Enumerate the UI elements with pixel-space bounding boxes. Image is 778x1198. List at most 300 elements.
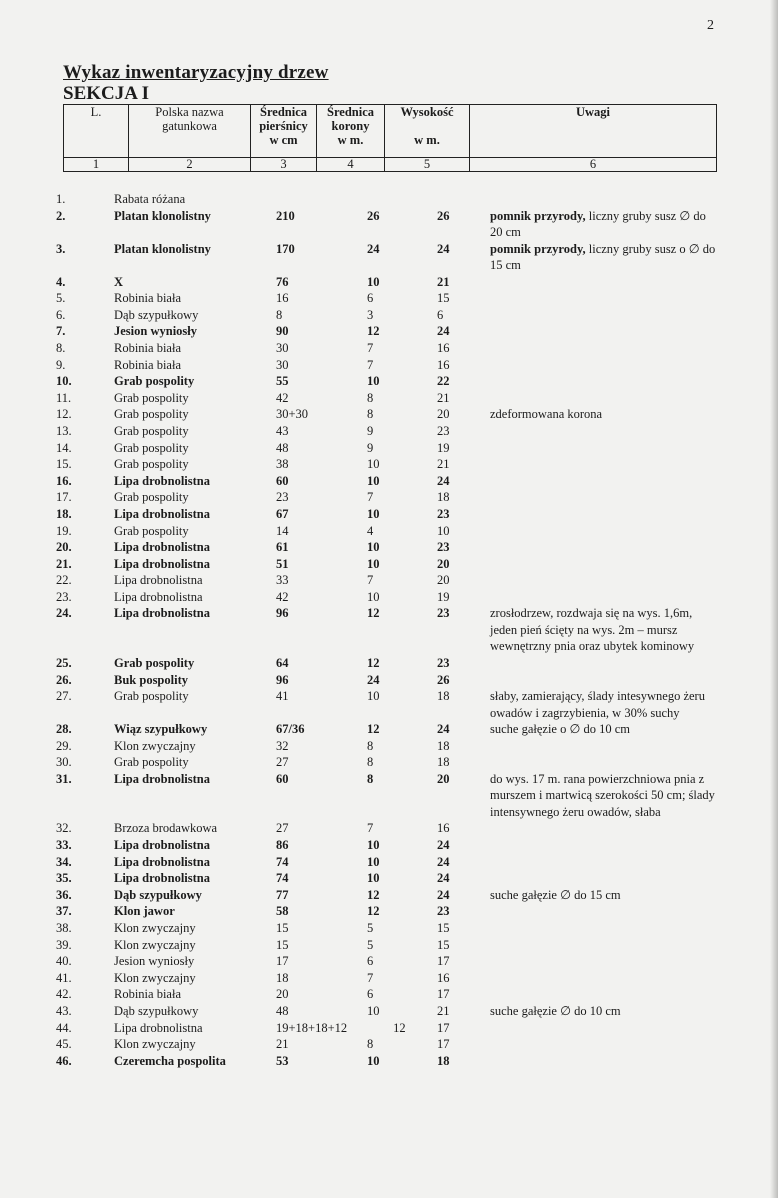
remarks — [490, 274, 720, 291]
tree-number: 25. — [56, 655, 72, 670]
tree-number: 4. — [56, 274, 66, 289]
species-name: Jesion wyniosły — [114, 324, 198, 339]
remarks-bold: pomnik przyrody, — [490, 241, 586, 256]
trunk-diameter — [276, 837, 353, 854]
crown-diameter: 8 — [367, 1037, 374, 1052]
species-name: Lipa drobnolistna — [114, 1020, 203, 1035]
crown-diameter: 24 — [367, 241, 380, 256]
crown-diameter: 9 — [367, 423, 374, 438]
tree-height: 24 — [437, 838, 450, 853]
species-name: Grab pospolity — [114, 407, 189, 422]
tree-height: 18 — [437, 1053, 450, 1068]
species-name: Grab pospolity — [114, 523, 189, 538]
table-row — [56, 688, 720, 721]
trunk-diameter-value: 76 — [276, 274, 289, 289]
crown-diameter: 7 — [367, 490, 374, 505]
tree-number: 28. — [56, 722, 72, 737]
table-row — [56, 440, 720, 457]
crown-diameter: 10 — [367, 871, 380, 886]
header-cell-notes: Uwagi — [470, 105, 717, 158]
table-row — [56, 191, 720, 208]
trunk-diameter — [276, 688, 353, 721]
tree-height: 15 — [437, 921, 450, 935]
crown-diameter: 4 — [367, 523, 374, 538]
crown-diameter-value-offset: 12 — [393, 1020, 406, 1035]
trunk-diameter — [276, 423, 353, 440]
table-row — [56, 1036, 720, 1053]
tree-height — [428, 191, 490, 208]
tree-number: 44. — [56, 1020, 72, 1035]
trunk-diameter-value: 74 — [276, 871, 289, 886]
header-row — [64, 105, 717, 158]
species-name: Klon zwyczajny — [114, 921, 196, 935]
table-row — [56, 986, 720, 1003]
tree-height: 23 — [437, 606, 450, 621]
tree-height: 24 — [437, 473, 450, 488]
tree-height: 15 — [437, 937, 450, 952]
species-name: Dąb szypułkowy — [114, 307, 199, 322]
remarks — [490, 473, 720, 490]
table-row — [56, 506, 720, 523]
table-row — [56, 572, 720, 589]
tree-height: 21 — [437, 457, 450, 472]
tree-number: 3. — [56, 241, 66, 256]
tree-number: 42. — [56, 987, 72, 1002]
tree-number: 12. — [56, 407, 72, 422]
tree-number: 19. — [56, 523, 72, 538]
tree-height: 23 — [437, 904, 450, 919]
trunk-diameter-value: 58 — [276, 904, 289, 919]
species-name: Lipa drobnolistna — [114, 556, 210, 571]
trunk-diameter — [276, 1003, 353, 1020]
trunk-diameter-value: 20 — [276, 987, 289, 1002]
tree-number: 26. — [56, 672, 72, 687]
table-row — [56, 274, 720, 291]
tree-height: 24 — [437, 854, 450, 869]
remarks — [490, 771, 720, 821]
remarks — [490, 390, 720, 407]
tree-height: 24 — [437, 871, 450, 886]
table-row — [56, 556, 720, 573]
crown-diameter: 10 — [367, 457, 380, 472]
remarks — [490, 820, 720, 837]
crown-diameter: 10 — [367, 274, 380, 289]
crown-diameter: 10 — [367, 1053, 380, 1068]
remarks — [490, 837, 720, 854]
tree-number: 30. — [56, 755, 72, 770]
crown-diameter: 10 — [367, 556, 380, 571]
table-row — [56, 357, 720, 374]
table-row — [56, 290, 720, 307]
tree-number: 18. — [56, 506, 72, 521]
species-name: Lipa drobnolistna — [114, 506, 210, 521]
header-number: 5 — [385, 158, 470, 172]
trunk-diameter — [276, 970, 353, 987]
remarks-text: liczny gruby susz ∅ do 20 cm — [490, 208, 706, 240]
trunk-diameter — [276, 937, 353, 954]
crown-diameter: 10 — [367, 838, 380, 853]
species-name: Lipa drobnolistna — [114, 573, 203, 588]
tree-number: 38. — [56, 921, 72, 935]
table-row — [56, 208, 720, 241]
tree-height: 15 — [437, 291, 450, 306]
header-number: 3 — [251, 158, 317, 172]
species-name: Lipa drobnolistna — [114, 473, 210, 488]
table-row — [56, 903, 720, 920]
trunk-diameter — [276, 887, 353, 904]
species-name: Robinia biała — [114, 340, 181, 355]
crown-diameter: 8 — [367, 755, 374, 770]
remarks — [490, 738, 720, 755]
tree-number: 31. — [56, 771, 72, 786]
trunk-diameter — [276, 1036, 353, 1053]
tree-number: 33. — [56, 838, 72, 853]
species-name: Dąb szypułkowy — [114, 887, 202, 902]
page-edge-shadow — [770, 0, 778, 1198]
species-name: Grab pospolity — [114, 689, 189, 704]
species-name: Lipa drobnolistna — [114, 854, 210, 869]
tree-height: 26 — [437, 208, 450, 223]
trunk-diameter — [276, 489, 353, 506]
species-name: Wiąz szypułkowy — [114, 722, 208, 737]
crown-diameter: 8 — [367, 407, 374, 422]
table-row — [56, 738, 720, 755]
tree-number: 6. — [56, 307, 66, 322]
trunk-diameter — [276, 506, 353, 523]
trunk-diameter-value: 96 — [276, 606, 289, 621]
remarks — [490, 456, 720, 473]
table-row — [56, 1053, 720, 1070]
tree-number: 15. — [56, 457, 72, 472]
table-row — [56, 307, 720, 324]
trunk-diameter-value: 55 — [276, 374, 289, 389]
tree-number: 35. — [56, 871, 72, 886]
trunk-diameter — [276, 605, 353, 655]
tree-number: 16. — [56, 473, 72, 488]
trunk-diameter — [276, 721, 353, 738]
crown-diameter: 10 — [367, 473, 380, 488]
species-name: Grab pospolity — [114, 423, 189, 438]
crown-diameter: 8 — [367, 390, 374, 405]
tree-number: 22. — [56, 573, 72, 588]
trunk-diameter-value: 48 — [276, 1003, 289, 1018]
remarks — [490, 406, 720, 423]
tree-number: 1. — [56, 192, 66, 206]
remarks — [490, 290, 720, 307]
trunk-diameter-value: 17 — [276, 954, 289, 969]
remarks — [490, 208, 720, 241]
tree-height: 21 — [437, 390, 450, 405]
species-name: Lipa drobnolistna — [114, 606, 210, 621]
remarks — [490, 953, 720, 970]
trunk-diameter — [276, 953, 353, 970]
trunk-diameter — [276, 390, 353, 407]
tree-height: 20 — [437, 407, 450, 422]
tree-height: 16 — [437, 357, 450, 372]
remarks — [490, 920, 720, 937]
tree-height: 23 — [437, 506, 450, 521]
trunk-diameter-value: 51 — [276, 556, 289, 571]
species-name: Grab pospolity — [114, 390, 189, 405]
document-title: Wykaz inwentaryzacyjny drzew — [63, 62, 329, 83]
table-row — [56, 473, 720, 490]
remarks — [490, 489, 720, 506]
tree-height: 16 — [437, 970, 450, 985]
crown-diameter: 8 — [367, 738, 374, 753]
trunk-diameter-value: 19+18+18+12 — [276, 1020, 348, 1035]
tree-number: 23. — [56, 589, 72, 604]
trunk-diameter — [276, 920, 353, 937]
crown-diameter: 7 — [367, 821, 374, 836]
tree-height: 18 — [437, 490, 450, 505]
species-name: Lipa drobnolistna — [114, 771, 210, 786]
crown-diameter: 7 — [367, 357, 374, 372]
tree-number: 45. — [56, 1037, 72, 1052]
species-name: Dąb szypułkowy — [114, 1003, 199, 1018]
species-name: Klon zwyczajny — [114, 1037, 196, 1052]
tree-number: 20. — [56, 540, 72, 555]
remarks — [490, 523, 720, 540]
trunk-diameter-value: 30 — [276, 340, 289, 355]
tree-height: 24 — [437, 241, 450, 256]
species-name: Klon zwyczajny — [114, 970, 196, 985]
tree-height: 23 — [437, 655, 450, 670]
tree-number: 14. — [56, 440, 72, 455]
species-name: Klon zwyczajny — [114, 937, 196, 952]
remarks — [490, 572, 720, 589]
crown-diameter: 24 — [367, 672, 380, 687]
table-row — [56, 854, 720, 871]
trunk-diameter — [276, 1020, 428, 1037]
tree-height: 24 — [437, 324, 450, 339]
header-cell-height: Wysokość w m. — [385, 105, 470, 158]
tree-inventory-table — [56, 191, 720, 1069]
header-number-row — [64, 158, 717, 172]
trunk-diameter — [276, 406, 353, 423]
tree-number: 36. — [56, 887, 72, 902]
trunk-diameter — [276, 1053, 353, 1070]
crown-diameter: 6 — [367, 291, 374, 306]
tree-number: 29. — [56, 738, 72, 753]
remarks — [490, 688, 720, 721]
tree-height: 23 — [437, 423, 450, 438]
table-row — [56, 937, 720, 954]
species-name: Jesion wyniosły — [114, 954, 195, 969]
remarks-text: słaby, zamierający, ślady intesywnego żeru owadów i zagrzybienia, w 30% suchy — [490, 689, 705, 720]
trunk-diameter-value: 15 — [276, 921, 289, 935]
table-row — [56, 539, 720, 556]
remarks — [490, 937, 720, 954]
crown-diameter: 12 — [367, 722, 380, 737]
tree-height: 23 — [437, 540, 450, 555]
crown-diameter: 3 — [367, 307, 374, 322]
crown-diameter: 12 — [367, 606, 380, 621]
tree-inventory-rows — [56, 191, 720, 1069]
trunk-diameter-value: 32 — [276, 738, 289, 753]
trunk-diameter-value: 42 — [276, 390, 289, 405]
trunk-diameter-value: 67 — [276, 506, 289, 521]
species-name: Lipa drobnolistna — [114, 540, 210, 555]
crown-diameter: 7 — [367, 970, 374, 985]
remarks-text: zrosłodrzew, rozdwaja się na wys. 1,6m, jeden pień ścięty na wys. 2m – mursz wewnętrzny pnia oraz ubytek kominowy — [490, 606, 695, 654]
trunk-diameter-value: 48 — [276, 440, 289, 455]
trunk-diameter — [276, 556, 353, 573]
tree-number: 17. — [56, 490, 72, 505]
remarks-text: suche gałęzie ∅ do 10 cm — [490, 1003, 621, 1018]
trunk-diameter — [276, 241, 353, 274]
remarks-bold: pomnik przyrody, — [490, 208, 586, 223]
tree-number: 43. — [56, 1003, 72, 1018]
remarks-text: suche gałęzie o ∅ do 10 cm — [490, 722, 631, 737]
remarks — [490, 605, 720, 655]
tree-height: 26 — [437, 672, 450, 687]
trunk-diameter-value: 53 — [276, 1053, 289, 1068]
table-row — [56, 323, 720, 340]
trunk-diameter-value: 27 — [276, 821, 289, 836]
trunk-diameter — [276, 903, 353, 920]
trunk-diameter-value: 41 — [276, 689, 289, 704]
table-row — [56, 837, 720, 854]
crown-diameter: 7 — [367, 573, 374, 588]
trunk-diameter — [276, 208, 353, 241]
trunk-diameter — [276, 523, 353, 540]
tree-height: 21 — [437, 1003, 450, 1018]
remarks-text: liczny gruby susz o ∅ do 15 cm — [490, 241, 716, 273]
tree-number: 10. — [56, 374, 72, 389]
crown-diameter: 26 — [367, 208, 380, 223]
table-row — [56, 754, 720, 771]
tree-height: 10 — [437, 523, 450, 538]
trunk-diameter-value: 15 — [276, 937, 289, 952]
species-name: Grab pospolity — [114, 490, 189, 505]
trunk-diameter-value: 60 — [276, 771, 289, 786]
crown-diameter — [353, 191, 428, 208]
trunk-diameter-value: 18 — [276, 970, 289, 985]
trunk-diameter-value: 30 — [276, 357, 289, 372]
table-row — [56, 721, 720, 738]
table-row — [56, 672, 720, 689]
tree-number: 34. — [56, 854, 72, 869]
species-name: Grab pospolity — [114, 755, 189, 770]
crown-diameter: 5 — [367, 937, 374, 952]
section-title: SEKCJA I — [63, 83, 150, 104]
crown-diameter: 12 — [367, 655, 380, 670]
remarks — [490, 1036, 720, 1053]
tree-number: 27. — [56, 689, 72, 704]
tree-number: 39. — [56, 937, 72, 952]
crown-diameter: 10 — [367, 689, 380, 704]
trunk-diameter — [276, 738, 353, 755]
tree-height: 16 — [437, 821, 450, 836]
species-name: Platan klonolistny — [114, 208, 211, 223]
tree-height: 19 — [437, 440, 450, 455]
tree-number: 5. — [56, 291, 66, 306]
trunk-diameter — [276, 473, 353, 490]
trunk-diameter — [276, 290, 353, 307]
trunk-diameter — [276, 870, 353, 887]
trunk-diameter — [276, 771, 353, 821]
header-number: 4 — [317, 158, 385, 172]
trunk-diameter-value: 61 — [276, 540, 289, 555]
tree-height: 17 — [437, 1020, 450, 1035]
remarks — [490, 357, 720, 374]
tree-height: 18 — [437, 689, 450, 704]
species-name: X — [114, 274, 124, 289]
table-row — [56, 771, 720, 821]
tree-height: 21 — [437, 274, 450, 289]
trunk-diameter-value: 60 — [276, 473, 289, 488]
table-row — [56, 373, 720, 390]
species-name: Klon jawor — [114, 904, 175, 919]
crown-diameter: 10 — [367, 540, 380, 555]
remarks — [490, 241, 720, 274]
species-name: Grab pospolity — [114, 655, 195, 670]
remarks — [490, 854, 720, 871]
remarks — [490, 589, 720, 606]
crown-diameter: 9 — [367, 440, 374, 455]
trunk-diameter-value: 42 — [276, 589, 289, 604]
trunk-diameter — [276, 274, 353, 291]
header-number: 6 — [470, 158, 717, 172]
table-row — [56, 456, 720, 473]
trunk-diameter — [276, 589, 353, 606]
table-row — [56, 887, 720, 904]
tree-height: 20 — [437, 556, 450, 571]
trunk-diameter-value: 64 — [276, 655, 289, 670]
table-row — [56, 605, 720, 655]
tree-height: 20 — [437, 573, 450, 588]
trunk-diameter — [276, 340, 353, 357]
header-cell-crown-diameter: Średnica korony w m. — [317, 105, 385, 158]
trunk-diameter-value: 67/36 — [276, 722, 305, 737]
tree-number: 21. — [56, 556, 72, 571]
table-row — [56, 655, 720, 672]
trunk-diameter-value: 43 — [276, 423, 289, 438]
trunk-diameter — [276, 456, 353, 473]
tree-number: 37. — [56, 904, 72, 919]
remarks — [490, 887, 720, 904]
table-row — [56, 870, 720, 887]
remarks — [490, 986, 720, 1003]
crown-diameter: 12 — [367, 324, 380, 339]
crown-diameter: 10 — [367, 506, 380, 521]
page-number: 2 — [707, 18, 714, 33]
tree-number: 32. — [56, 821, 72, 836]
species-name: Buk pospolity — [114, 672, 188, 687]
header-number: 1 — [64, 158, 129, 172]
trunk-diameter-value: 210 — [276, 208, 295, 223]
crown-diameter: 6 — [367, 987, 374, 1002]
tree-number: 8. — [56, 340, 66, 355]
tree-height: 18 — [437, 738, 450, 753]
table-row — [56, 241, 720, 274]
trunk-diameter-value: 33 — [276, 573, 289, 588]
remarks — [490, 970, 720, 987]
remarks — [490, 423, 720, 440]
crown-diameter: 8 — [367, 771, 374, 786]
header-cell-lp: L. — [64, 105, 129, 158]
species-name: Grab pospolity — [114, 374, 195, 389]
table-row — [56, 920, 720, 937]
table-row — [56, 970, 720, 987]
trunk-diameter — [276, 655, 353, 672]
remarks-text: zdeformowana korona — [490, 407, 603, 422]
crown-diameter: 7 — [367, 340, 374, 355]
crown-diameter: 10 — [367, 854, 380, 869]
remarks — [490, 903, 720, 920]
table-row — [56, 406, 720, 423]
trunk-diameter — [276, 820, 353, 837]
